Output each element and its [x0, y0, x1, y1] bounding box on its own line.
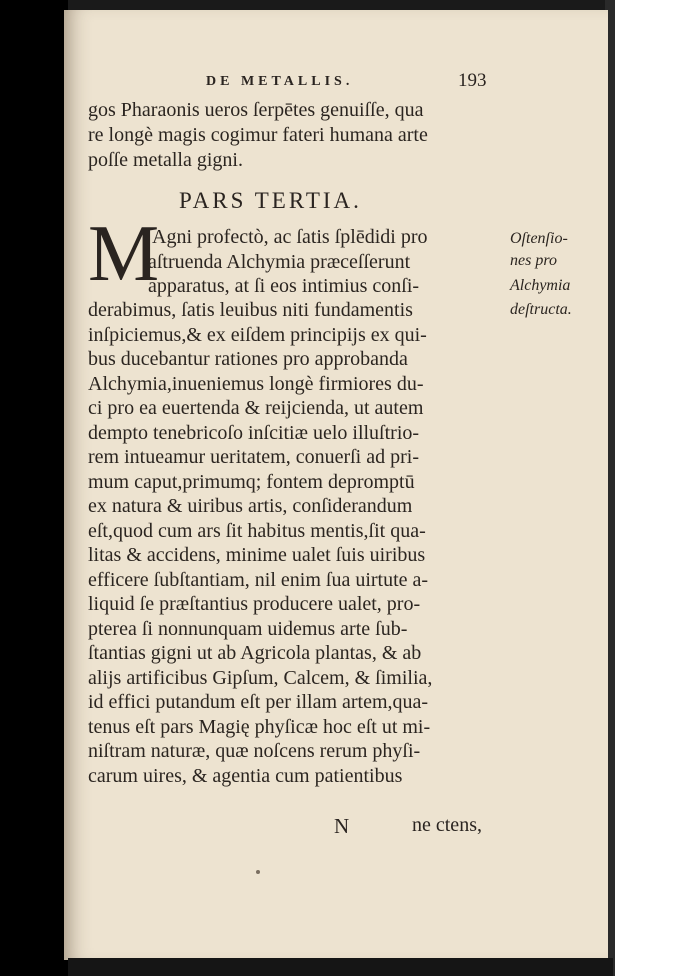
text-line: litas & accidens, minime ualet ſuis uiribus [88, 544, 426, 566]
text-line: gos Pharaonis ueros ſerpētes genuiſſe, qua [88, 99, 424, 121]
running-title: DE METALLIS. [206, 74, 354, 89]
text-line: mum caput,primumq; fontem depromptū [88, 471, 415, 493]
text-line: efficere ſubſtantiam, nil enim ſua uirtute a- [88, 569, 429, 591]
text-line: re longè magis cogimur fateri humana arte [88, 124, 428, 146]
text-line: apparatus, at ſi eos intimius conſi- [148, 275, 420, 297]
text-line: liquid ſe præſtantius producere ualet, pro- [88, 593, 421, 615]
section-heading: PARS TERTIA. [179, 188, 362, 213]
marginal-note-line: Alchymia [510, 277, 571, 294]
marginal-note-line: nes pro [510, 252, 557, 269]
catchword: ne ctens, [412, 814, 482, 836]
drop-cap: M [88, 210, 160, 298]
text-line: ci pro ea euertenda & reijcienda, ut autem [88, 397, 424, 419]
text-line: eſt,quod cum ars ſit habitus mentis,ſit qua- [88, 520, 426, 542]
paper-speck [256, 870, 260, 874]
text-line: rem intueamur ueritatem, conuerſi ad pri- [88, 446, 419, 468]
text-line: inſpiciemus,& ex eiſdem principijs ex qui- [88, 324, 427, 346]
scan-left-edge [0, 0, 68, 976]
signature-mark: N [334, 814, 350, 838]
text-line: aſtruenda Alchymia præceſſerunt [148, 251, 411, 273]
text-line: poſſe metalla gigni. [88, 149, 243, 171]
text-line: tenus eſt pars Magię phyſicæ hoc eſt ut mi- [88, 716, 431, 738]
text-line: bus ducebantur rationes pro approbanda [88, 348, 408, 370]
marginal-note-line: deſtructa. [510, 301, 572, 318]
text-line: ſtantias gigni ut ab Agricola plantas, & ab [88, 642, 422, 664]
text-line: dempto tenebricoſo inſcitiæ uelo illuſtrio- [88, 422, 420, 444]
scan-bottom-edge [68, 958, 613, 976]
text-line: Agni profectò, ac ſatis ſplēdidi pro [152, 226, 428, 248]
text-line: niſtram naturæ, quæ noſcens rerum phyſi- [88, 740, 421, 762]
text-line: id effici putandum eſt per illam artem,qua- [88, 691, 429, 713]
book-page [64, 10, 608, 960]
text-line: Alchymia,inueniemus longè firmiores du- [88, 373, 424, 395]
text-line: alijs artificibus Gipſum, Calcem, & ſimilia, [88, 667, 433, 689]
page-number: 193 [458, 70, 487, 91]
text-line: carum uires, & agentia cum patientibus [88, 765, 403, 787]
text-line: pterea ſi nonnunquam uidemus arte ſub- [88, 618, 408, 640]
text-line: ex natura & uiribus artis, conſiderandum [88, 495, 413, 517]
marginal-note-line: Oſtenſio- [510, 230, 568, 247]
text-line: derabimus, ſatis leuibus niti fundamentis [88, 299, 413, 321]
